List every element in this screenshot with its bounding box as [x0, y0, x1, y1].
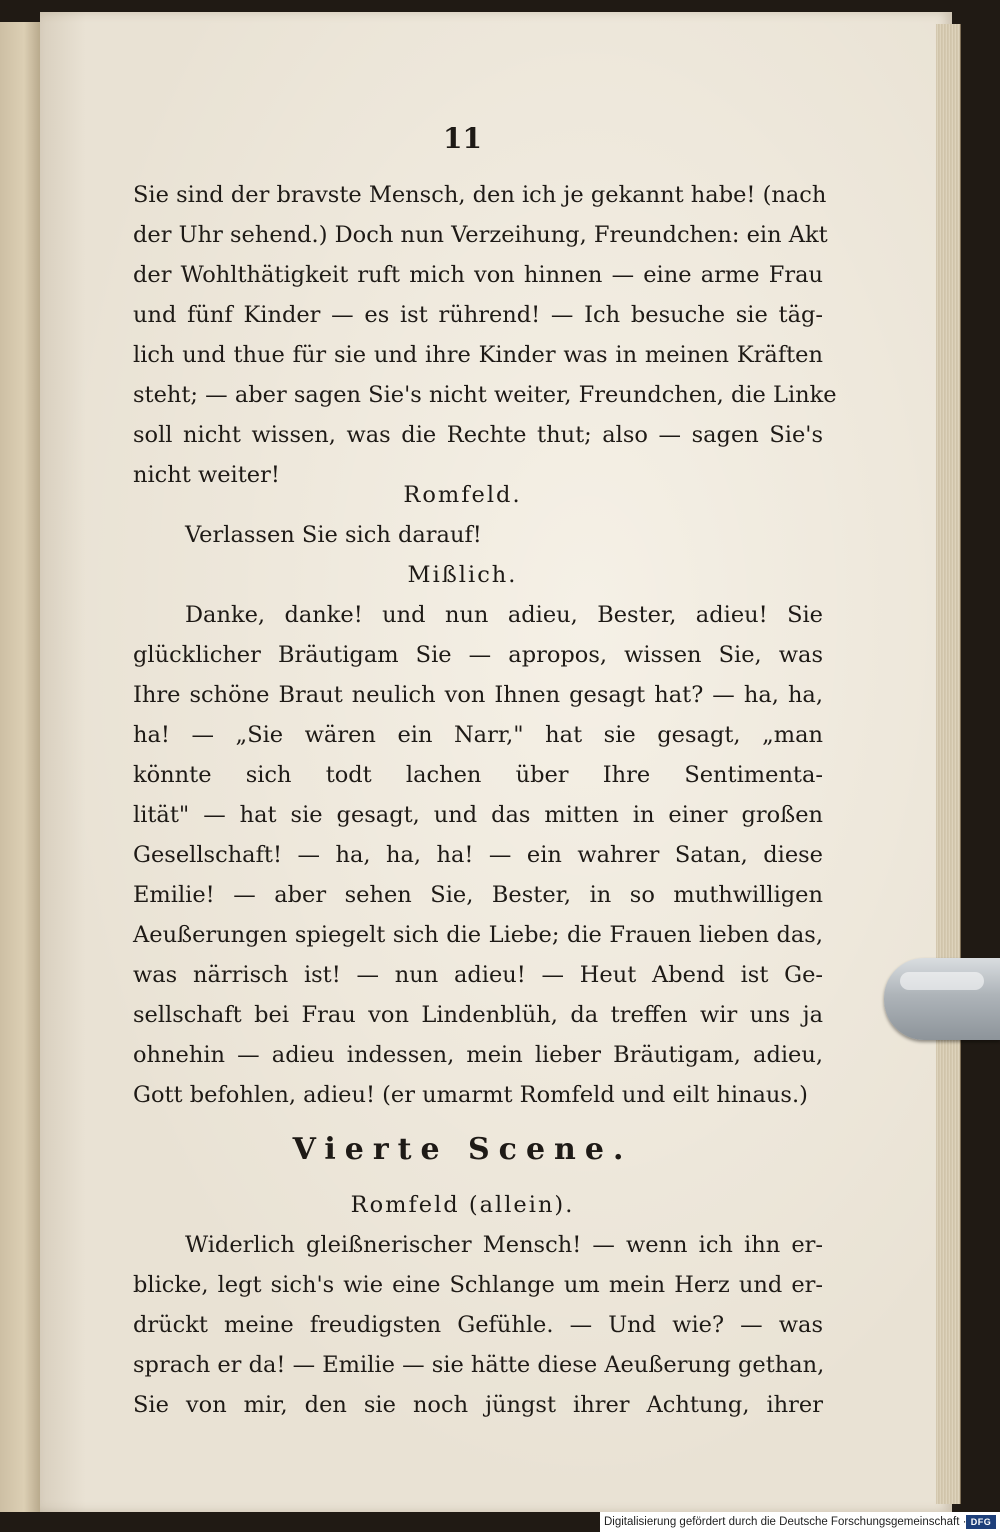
text-line: könnte sich todt lachen über Ihre Sentimenta- — [133, 762, 823, 788]
text-line: glücklicher Bräutigam Sie — apropos, wissen Sie, was — [133, 642, 823, 668]
text-line: Emilie! — aber sehen Sie, Bester, in so muthwilligen — [133, 882, 823, 908]
text-line: Widerlich gleißnerischer Mensch! — wenn ich ihn er- — [185, 1232, 823, 1258]
text-line: drückt meine freudigsten Gefühle. — Und wie? — was — [133, 1312, 823, 1338]
previous-page-edge — [0, 22, 41, 1512]
text-line: sellschaft bei Frau von Lindenblüh, da treffen wir uns ja — [133, 1002, 823, 1028]
text-line: lität" — hat sie gesagt, und das mitten in einer großen — [133, 802, 823, 828]
text-line: und fünf Kinder — es ist rührend! — Ich besuche sie täg- — [133, 302, 823, 328]
text-line: sprach er da! — Emilie — sie hätte diese Aeußerung gethan, — [133, 1352, 825, 1378]
text-line: Danke, danke! und nun adieu, Bester, adieu! Sie — [185, 602, 823, 628]
text-line: der Uhr sehend.) Doch nun Verzeihung, Freundchen: ein Akt — [133, 222, 828, 248]
text-line: der Wohlthätigkeit ruft mich von hinnen — eine arme Frau — [133, 262, 823, 288]
speaker-name: Romfeld (allein). — [350, 1192, 575, 1218]
text-line: ha! — „Sie wären ein Narr," hat sie gesagt, „man — [133, 722, 823, 748]
text-line: ohnehin — adieu indessen, mein lieber Bräutigam, adieu, — [133, 1042, 823, 1068]
text-line: Sie von mir, den sie noch jüngst ihrer Achtung, ihrer — [133, 1392, 823, 1418]
text-line: nicht weiter! — [133, 462, 280, 488]
text-line: Gott befohlen, adieu! (er umarmt Romfeld und eilt hinaus.) — [133, 1082, 808, 1108]
digitization-credit: Digitalisierung gefördert durch die Deutsche Forschungsgemeinschaft · — [604, 1516, 967, 1528]
speaker-name: Romfeld. — [403, 482, 522, 508]
scene-heading: Vierte Scene. — [292, 1132, 633, 1167]
text-line: Ihre schöne Braut neulich von Ihnen gesagt hat? — ha, ha, — [133, 682, 823, 708]
text-line: Gesellschaft! — ha, ha, ha! — ein wahrer Satan, diese — [133, 842, 823, 868]
text-line: Sie sind der bravste Mensch, den ich je gekannt habe! (nach — [133, 182, 827, 208]
text-line: was närrisch ist! — nun adieu! — Heut Abend ist Ge- — [133, 962, 823, 988]
text-line: soll nicht wissen, was die Rechte thut; also — sagen Sie's — [133, 422, 823, 448]
dfg-logo-icon: DFG — [966, 1515, 996, 1529]
text-line: blicke, legt sich's wie eine Schlange um mein Herz und er- — [133, 1272, 823, 1298]
page-number: 11 — [443, 122, 482, 155]
page-edge-stack — [936, 24, 961, 1504]
text-line: Verlassen Sie sich darauf! — [185, 522, 482, 548]
text-line: lich und thue für sie und ihre Kinder was in meinen Kräften — [133, 342, 823, 368]
speaker-name: Mißlich. — [407, 562, 518, 588]
text-line: steht; — aber sagen Sie's nicht weiter, Freundchen, die Linke — [133, 382, 837, 408]
paper-clip-icon — [884, 958, 1000, 1040]
text-line: Aeußerungen spiegelt sich die Liebe; die Frauen lieben das, — [133, 922, 823, 948]
